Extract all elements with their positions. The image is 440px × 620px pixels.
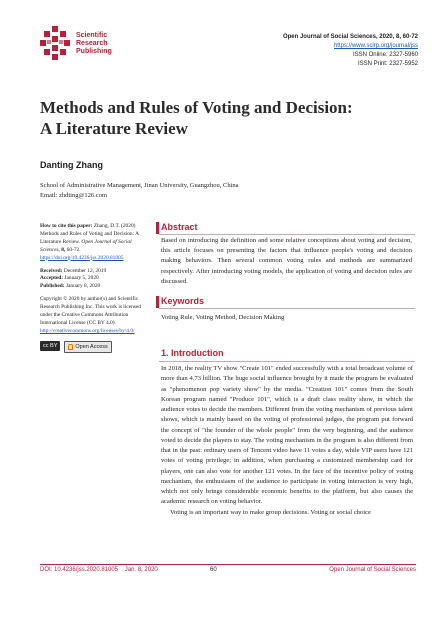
open-access-badge bbox=[64, 341, 111, 353]
cc-by-badge[interactable] bbox=[40, 341, 60, 351]
footer-journal: Open Journal of Social Sciences bbox=[329, 567, 416, 573]
abstract-text: Based on introducing the definition and some relative conceptions about voting and decision, this article focuses on presenting the factors that influence people's voting and decision making behaviors. Then several common voting rules and methods are summarized respectively. After introducing voting models, the application of voting and decision rules are discussed. bbox=[161, 237, 412, 285]
footer-page-number: 60 bbox=[210, 567, 217, 573]
journal-info bbox=[283, 33, 418, 69]
published-label: Published: bbox=[40, 283, 65, 290]
cite-journal: Open Journal of Social Sciences, bbox=[40, 238, 132, 253]
license-badges bbox=[40, 341, 150, 353]
introduction-paragraph-1: In 2018, the reality TV show "Create 101" ended successfully with a total broadcast volume of more than 4.73 billion. The huge social influence brought by it made the program be evaluated as "phenomenon pop variety show" by the media. "Creation 101" comes from the South Korean program named "Produce 101", which is a draft class reality show, in which the audience votes to decide the members. Different from the voting mechanism of previous talent shows, which is mainly based on the voting of professional judges, the program put forward the concept of "the founder of the whole people" from the very beginning, and the audience voted to decide the players to stay. The voting mechanism in the program is also different from that in the past: ordinary users of Tencent video have 11 votes a day, while VIP users have 121 votes of voting privilege; in addition, when purchasing a customized membership card for players, one can also vote for another 121 votes. In the face of the incentive policy of voting mechanism, the enthusiasm of the audience to participate in voting interaction is very high, which not only brings considerable economic benefits to the platform, but also causes the academic research on voting behavior. bbox=[161, 365, 413, 506]
cite-label: How to cite this paper: bbox=[40, 223, 93, 229]
footer-rule bbox=[40, 564, 416, 565]
keywords-heading: Keywords bbox=[161, 296, 205, 306]
citation-block bbox=[40, 223, 150, 263]
footer-doi: DOI: 10.4236/jss.2020.81005 bbox=[40, 567, 119, 573]
introduction-rule bbox=[159, 361, 415, 362]
keywords-rule bbox=[159, 308, 415, 309]
footer-date: Jan. 8, 2020 bbox=[124, 567, 158, 573]
publisher-name-line1: Scientific bbox=[76, 32, 108, 39]
publisher-name-line3: Publishing bbox=[76, 48, 112, 55]
abstract-heading: Abstract bbox=[161, 222, 198, 232]
author-name: Danting Zhang bbox=[40, 160, 103, 170]
affiliation-block bbox=[40, 181, 239, 201]
issn-online: ISSN Online: 2327-5960 bbox=[352, 52, 418, 58]
accepted-date: January 5, 2020 bbox=[64, 275, 99, 282]
license-link[interactable]: http://creativecommons.org/licenses/by/4.0/ bbox=[40, 327, 135, 334]
received-label: Received: bbox=[40, 267, 63, 274]
cite-volume: 8, bbox=[61, 246, 66, 253]
open-access-label: Open Access bbox=[75, 343, 108, 350]
introduction-heading: 1. Introduction bbox=[161, 348, 224, 358]
scientific-research-publishing-logo bbox=[40, 26, 70, 60]
article-title-line2: A Literature Review bbox=[40, 119, 188, 138]
published-date: January 8, 2020 bbox=[65, 283, 101, 290]
article-sidebar bbox=[40, 223, 150, 353]
abstract-heading-bar bbox=[156, 222, 159, 234]
cite-pages: 60-72. bbox=[66, 246, 81, 253]
accepted-label: Accepted: bbox=[40, 275, 64, 282]
copyright-block bbox=[40, 296, 150, 336]
issn-print: ISSN Print: 2327-5952 bbox=[357, 61, 418, 67]
dates-block bbox=[40, 268, 150, 292]
journal-url-link[interactable]: https://www.scirp.org/journal/jss bbox=[333, 43, 418, 49]
cite-doi-link[interactable]: https://doi.org/10.4236/jss.2020.81005 bbox=[40, 254, 124, 261]
publisher-name-line2: Research bbox=[76, 40, 108, 47]
open-lock-icon bbox=[68, 344, 73, 350]
keywords-heading-bar bbox=[156, 296, 159, 308]
cite-text: Zhang, D.T. (2020) Methods and Rules of Voting and Decision: A Literature Review. bbox=[40, 223, 139, 245]
introduction-paragraph-2: Voting is an important way to make group decisions. Voting or social choice bbox=[170, 508, 371, 516]
received-date: December 12, 2019 bbox=[63, 267, 107, 274]
publisher-name bbox=[76, 32, 112, 56]
copyright-text: Copyright © 2020 by author(s) and Scientific Research Publishing Inc. This work is licensed under the Creative Commons Attribution International License (CC BY 4.0). bbox=[40, 296, 141, 326]
keywords-text: Voting Rule, Voting Method, Decision Making bbox=[161, 314, 285, 321]
cc-by-badge-label: cc BY bbox=[43, 342, 58, 349]
affiliation: School of Administrative Management, Jinan University, Guangzhou, China bbox=[40, 182, 239, 189]
introduction-body bbox=[161, 364, 413, 518]
article-title-line1: Methods and Rules of Voting and Decision: bbox=[40, 98, 353, 117]
journal-citation: Open Journal of Social Sciences, 2020, 8, 60-72 bbox=[282, 34, 418, 40]
author-email: Email: zhdting@126.com bbox=[40, 192, 108, 199]
abstract-rule bbox=[159, 234, 415, 235]
footer-doi-date bbox=[40, 567, 158, 573]
article-title bbox=[40, 97, 420, 139]
